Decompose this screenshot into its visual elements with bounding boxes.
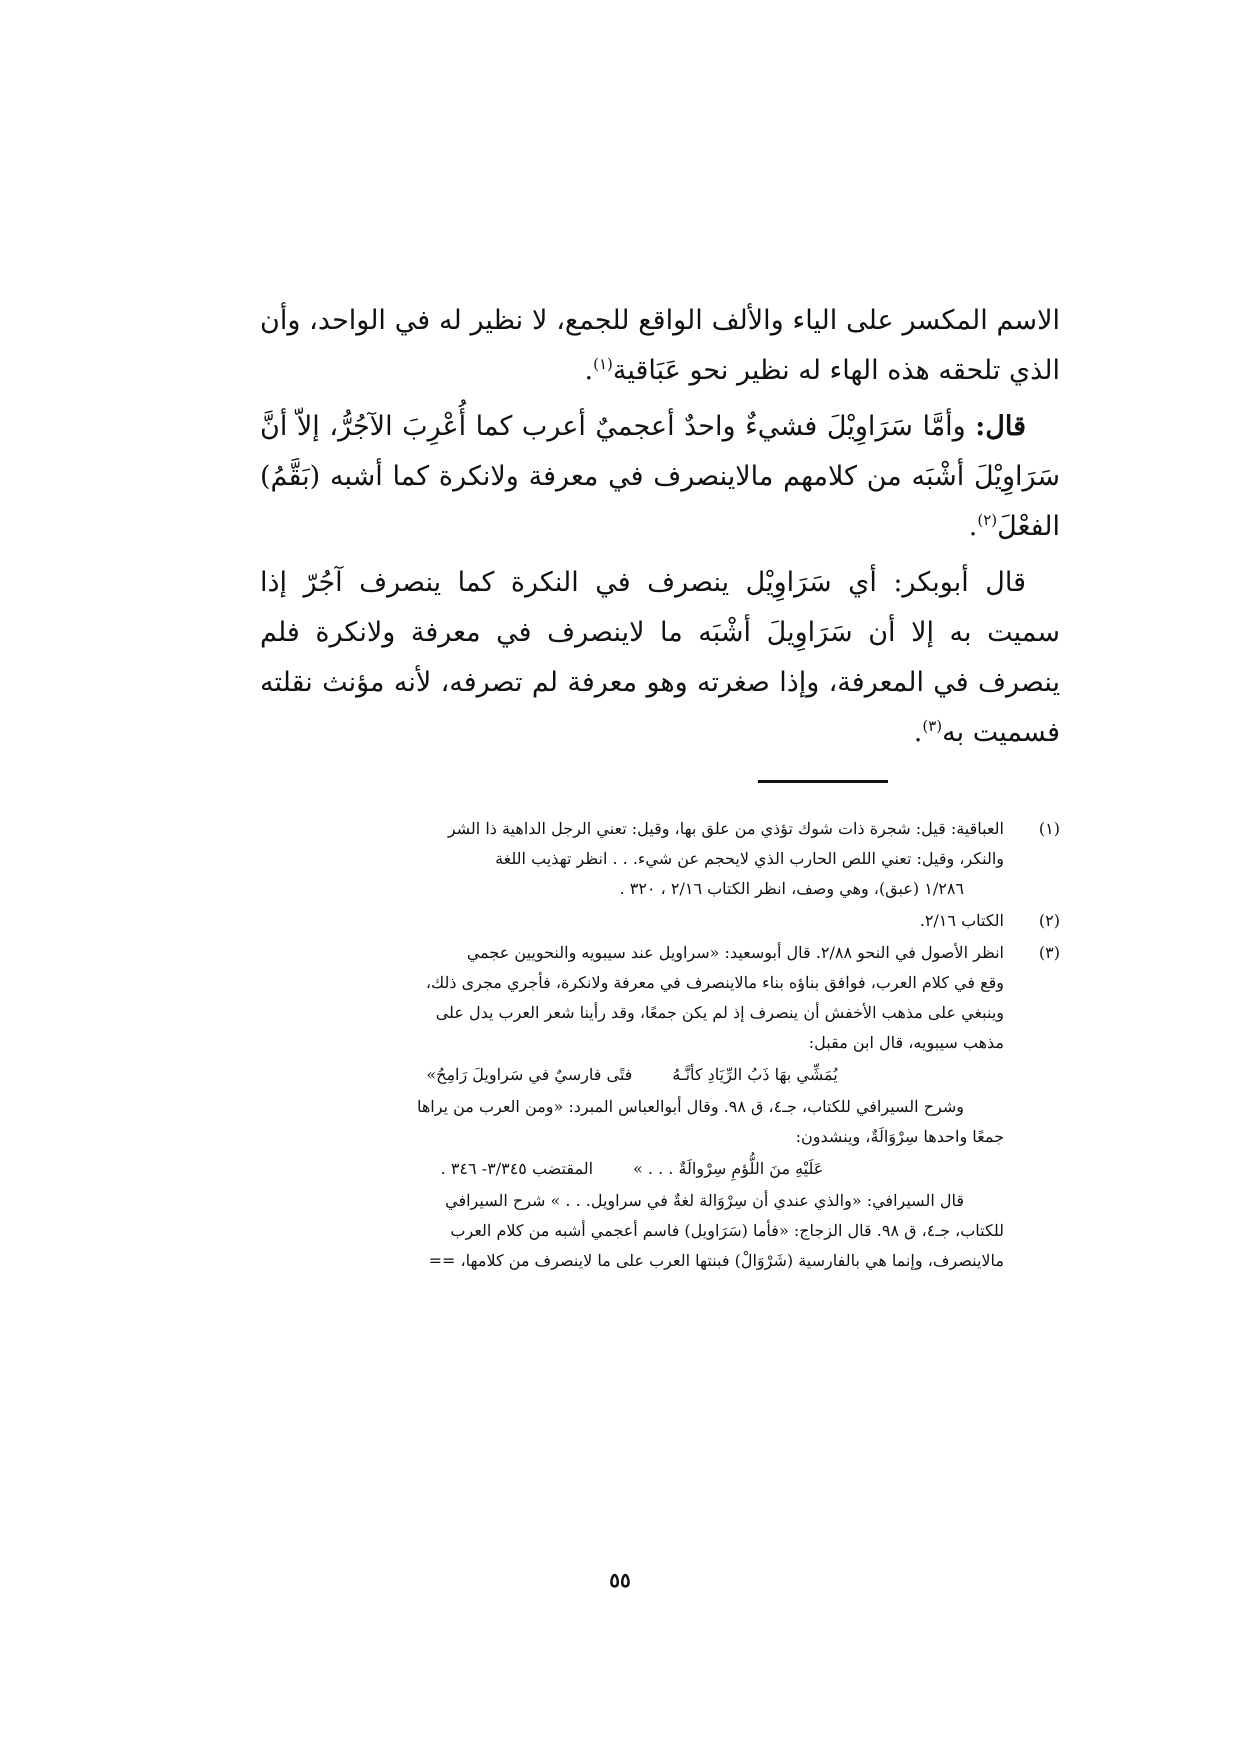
footnote-separator: [758, 780, 888, 783]
footnote-3-line-3: وينبغي على مذهب الأخفش أن ينصرف إذ لم يكن جمعًا، وقد رأينا شعر العرب يدل على: [435, 1003, 1004, 1022]
footnote-2-body: [260, 906, 1004, 936]
footnote-3: [260, 938, 1060, 1276]
footnote-1-line-1: العباقية: قيل: شجرة ذات شوك تؤذي من علق بها، وقيل: تعني الرجل الداهية ذا الشر: [447, 819, 1004, 838]
paragraph-2-lead: قال:: [975, 411, 1026, 442]
footnote-3-line-8: للكتاب، جـ٤، ق ٩٨. قال الزجاج: «فأما (سَرَاويل) فاسم أعجمي أشبه من كلام العرب: [450, 1221, 1004, 1240]
page-number: ٥٥: [609, 1568, 631, 1592]
paragraph-3-text: قال أبوبكر: أي سَرَاوِيْل ينصرف في النكرة كما ينصرف آجُرّ إذا سميت به إلا أن سَرَاوِيلَ أشْبَه ما لاينصرف في معرفة ولانكرة فلم ينصرف في المعرفة، وإذا صغرته وهو معرفة لم تصرفه، لأنه مؤنث نقلته فسميت به: [260, 567, 1060, 748]
paragraph-1-end: .: [584, 355, 594, 386]
verse-1-second-hemistich: فتًى فارسيٌ في سَراويلَ رَامِحُ»: [426, 1065, 633, 1084]
footnote-2-number: (٢): [1038, 911, 1060, 930]
footnote-3-line-7: قال السيرافي: «والذي عندي أن سِرْوَالة لغةٌ في سراويل. . . » شرح السيرافي: [445, 1191, 964, 1210]
verse-2-hemistich: عَلَيْهِ منَ اللُّؤمِ سِرْوالَةٌ . . . »: [633, 1159, 824, 1178]
footnote-3-line-6: جمعًا واحدها سِرْوَالَةٌ، وينشدون:: [795, 1127, 1004, 1146]
footnote-ref-2[interactable]: (٢): [977, 511, 998, 529]
paragraph-1-text: الاسم المكسر على الياء والألف الواقع للجمع، لا نظير له في الواحد، وأن الذي تلحقه هذه الهاء له نظير نحو عَبَاقية: [260, 305, 1060, 386]
footnote-2: [260, 906, 1060, 936]
footnote-3-line-2: وقع في كلام العرب، فوافق بناؤه بناء مالاينصرف في معرفة ولانكرة، فأجري مجرى ذلك،: [425, 973, 1004, 992]
paragraph-1: [260, 296, 1060, 396]
verse-1: [260, 1060, 1004, 1090]
paragraph-2-end: .: [968, 511, 978, 542]
footnote-3-line-5: وشرح السيرافي للكتاب، جـ٤، ق ٩٨. وقال أبوالعباس المبرد: «ومن العرب من يراها: [416, 1097, 964, 1116]
footnote-3-line-1: انظر الأصول في النحو ٢/٨٨. قال أبوسعيد: «سراويل عند سيبويه والنحويين عجمي: [466, 943, 1004, 962]
footnote-ref-3[interactable]: (٣): [922, 717, 943, 735]
verse-1-first-hemistich: يُمَشِّي بهَا ذَبُ الرِّيَادِ كأنَّـهُ: [672, 1065, 838, 1084]
footnote-3-number: (٣): [1038, 943, 1060, 962]
footnote-3-line-4: مذهب سيبويه، قال ابن مقبل:: [808, 1033, 1004, 1052]
paragraph-2: [260, 402, 1060, 552]
paragraph-3: [260, 558, 1060, 758]
footnote-3-body: [260, 938, 1004, 1276]
verse-2-source: المقتضب ٣/٣٤٥- ٣٤٦ .: [440, 1159, 594, 1178]
paragraph-2-text: وأمَّا سَرَاوِيْلَ فشيءٌ واحدٌ أعجميٌ أعرب كما أُعْرِبَ الآجُرُّ، إلاّ أنَّ سَرَاوِيْلَ أشْبَه من كلامهم مالاينصرف في معرفة ولانكرة كما أشبه (بَقَّمُ) الفعْلَ: [260, 411, 1060, 542]
paragraph-3-end: .: [913, 717, 923, 748]
footnote-1: [260, 814, 1060, 904]
footnote-2-text: الكتاب ٢/١٦.: [919, 911, 1004, 930]
footnote-1-number: (١): [1038, 819, 1060, 838]
verse-2: [260, 1154, 1004, 1184]
footnote-3-line-9: مالاينصرف، وإنما هي بالفارسية (شَرْوَالْ) فبنتها العرب على ما لاينصرف من كلامها، ==: [428, 1251, 1004, 1270]
footnote-1-line-2: والنكر، وقيل: تعني اللص الحارب الذي لايحجم عن شيء. . . انظر تهذيب اللغة: [495, 849, 1004, 868]
footnote-ref-1[interactable]: (١): [593, 355, 613, 373]
main-text: [260, 296, 1060, 758]
footnotes: [260, 814, 1060, 1278]
footnote-1-body: [260, 814, 1004, 904]
footnote-1-line-3: ١/٢٨٦ (عبق)، وهي وصف، انظر الكتاب ٢/١٦ ، ٣٢٠ .: [619, 879, 964, 898]
